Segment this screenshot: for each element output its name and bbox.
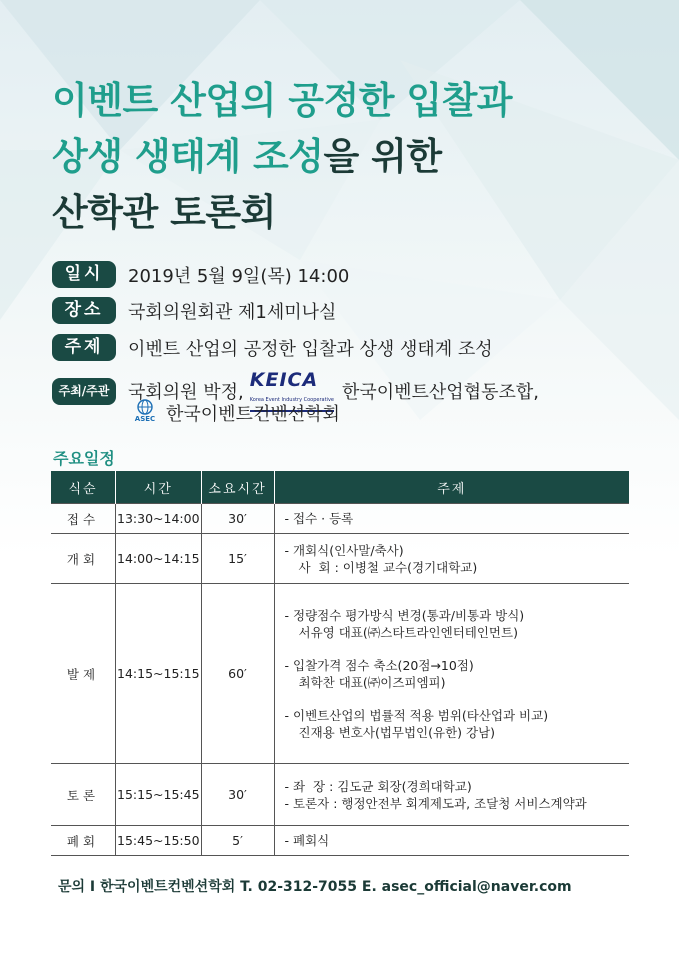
presentation-block <box>285 657 619 691</box>
topic-line: - 이벤트산업의 법률적 적용 범위(타산업과 비교) <box>284 707 549 723</box>
presentation-block <box>285 707 619 741</box>
header-time: 시간 <box>116 471 202 504</box>
host-society: 한국이벤트컨벤션학회 <box>166 404 340 425</box>
host-label-pill: 주최/주관 <box>52 378 116 405</box>
row-topic <box>274 534 629 584</box>
topic-value: 이벤트 산업의 공정한 입찰과 상생 생태계 조성 <box>128 338 493 360</box>
topic-label-pill: 주제 <box>52 334 116 361</box>
topic-line: - 개회식(인사말/축사) <box>284 542 404 558</box>
place-label-pill: 장소 <box>52 297 116 324</box>
presenter-line: 최학찬 대표(㈜이즈피엠피) <box>298 674 446 690</box>
row-order: 발제 <box>51 584 116 764</box>
schedule-header-row <box>51 471 629 504</box>
row-order: 접수 <box>51 504 116 534</box>
presenter-line: 서유영 대표(㈜스타트라인엔터테인먼트) <box>298 624 518 640</box>
row-time: 14:15~15:15 <box>116 584 202 764</box>
asec-logo-text: ASEC <box>134 415 156 423</box>
info-place-row <box>52 297 336 324</box>
topic-line: - 토론자 : 행정안전부 회계제도과, 조달청 서비스계약과 <box>284 795 587 811</box>
table-row <box>51 826 629 856</box>
topic-line: - 좌 장 : 김도균 회장(경희대학교) <box>284 778 472 794</box>
row-order: 개회 <box>51 534 116 584</box>
row-topic <box>274 764 629 826</box>
row-time: 14:00~14:15 <box>116 534 202 584</box>
table-row <box>51 504 629 534</box>
date-label-pill: 일시 <box>52 261 116 288</box>
table-row <box>51 534 629 584</box>
topic-line: - 접수 · 등록 <box>284 511 354 526</box>
keica-logo-sub: Korea Event Industry Cooperative <box>249 397 334 403</box>
date-value: 2019년 5월 9일(목) 14:00 <box>128 265 350 287</box>
row-duration: 5′ <box>201 826 274 856</box>
header-duration: 소요시간 <box>201 471 274 504</box>
row-duration: 60′ <box>201 584 274 764</box>
topic-line: - 정량점수 평가방식 변경(통과/비통과 방식) <box>284 607 525 623</box>
schedule-title: 주요일정 <box>53 449 115 468</box>
row-duration: 30′ <box>201 504 274 534</box>
row-topic <box>274 504 629 534</box>
row-duration: 15′ <box>201 534 274 584</box>
topic-line: 사 회 : 이병철 교수(경기대학교) <box>298 559 478 575</box>
contact-footer: 문의 I 한국이벤트컨벤션학회 T. 02-312-7055 E. asec_official@naver.com <box>58 879 572 895</box>
row-time: 15:45~15:50 <box>116 826 202 856</box>
table-row <box>51 764 629 826</box>
topic-line: - 폐회식 <box>284 833 330 848</box>
title-line-3: 산학관 토론회 <box>52 191 276 234</box>
info-date-row <box>52 261 349 288</box>
header-topic: 주제 <box>274 471 629 504</box>
schedule-table <box>51 471 629 856</box>
row-order: 폐회 <box>51 826 116 856</box>
presenter-line: 진재용 변호사(법무법인(유한) 강남) <box>298 724 496 740</box>
row-topic <box>274 584 629 764</box>
host-prefix: 국회의원 박정, <box>128 382 244 403</box>
table-row <box>51 584 629 764</box>
host-union: 한국이벤트산업협동조합, <box>341 382 539 403</box>
row-time: 15:15~15:45 <box>116 764 202 826</box>
title-line-1: 이벤트 산업의 공정한 입찰과 <box>52 79 513 122</box>
asec-logo <box>132 398 158 424</box>
title-line-2 <box>52 126 442 180</box>
presentation-block <box>285 607 619 641</box>
keica-logo-text: KEICA <box>249 369 319 391</box>
title-line-2-rest: 을 위한 <box>323 135 442 178</box>
row-time: 13:30~14:00 <box>116 504 202 534</box>
title-line-2-highlight: 상생 생태계 조성 <box>52 135 324 178</box>
topic-line: - 입찰가격 점수 축소(20점→10점) <box>284 657 474 673</box>
row-duration: 30′ <box>201 764 274 826</box>
row-order: 토론 <box>51 764 116 826</box>
row-topic <box>274 826 629 856</box>
info-topic-row <box>52 334 493 361</box>
header-order: 식순 <box>51 471 116 504</box>
place-value: 국회의원회관 제1세미나실 <box>128 301 337 323</box>
